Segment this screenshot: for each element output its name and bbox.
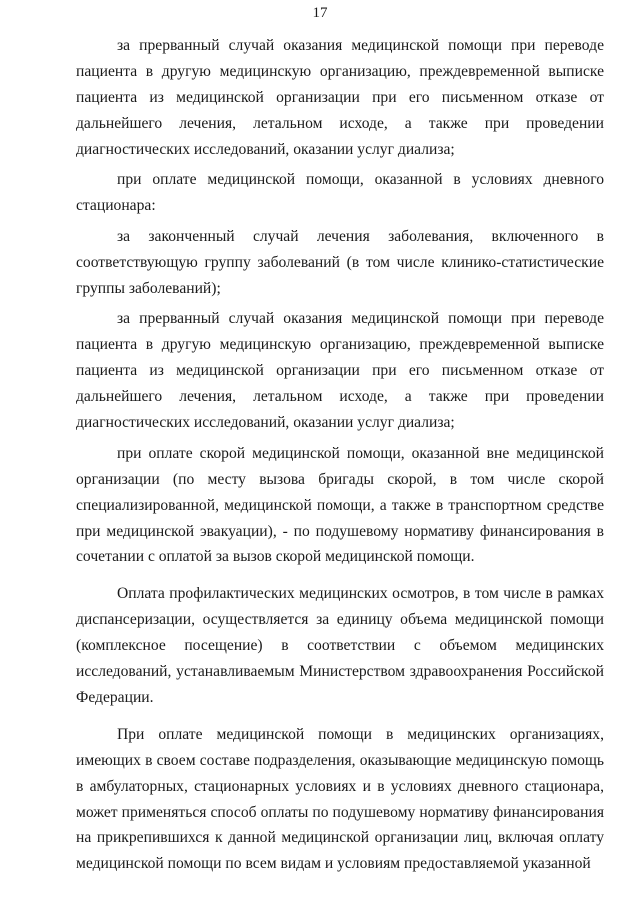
paragraph-completed-case: за законченный случай лечения заболевания, включенного в соответствующую группу заболеваний (в том числе клинико-статистические группы заболеваний); [76, 227, 604, 297]
document-body [76, 33, 604, 882]
paragraph-interrupted-case-outpatient: за прерванный случай оказания медицинской помощи при переводе пациента в другую медицинскую организацию, преждевременной выписке пациента из медицинской организации при его письменном отказе от дальнейшего лечения, летальном исходе, а также при проведении диагностических исследований, оказании услуг диализа; [76, 37, 604, 158]
paragraph-day-hospital-payment: при оплате медицинской помощи, оказанной в условиях дневного стационара: [76, 171, 604, 215]
paragraph-interrupted-case-day-hospital: за прерванный случай оказания медицинской помощи при переводе пациента в другую медицинскую организацию, преждевременной выписке пациента из медицинской организации при его письменном отказе от дальнейшего лечения, летальном исходе, а также при проведении диагностических исследований, оказании услуг диализа; [76, 310, 604, 432]
page-number: 17 [312, 5, 328, 21]
paragraph-emergency-care-payment: при оплате скорой медицинской помощи, оказанной вне медицинской организации (по месту вызова бригады скорой, в том числе скорой специализированной, медицинской помощи, а также в транспортном средстве при медицинской эвакуации), - по подушевому нормативу финансирования в сочетании с оплатой за вызов скорой медицинской помощи. [76, 444, 604, 566]
paragraph-preventive-examinations: Оплата профилактических медицинских осмотров, в том числе в рамках диспансеризации, осуществляется за единицу объема медицинской помощи (комплексное посещение) в соответствии с объемом медицинских исследований, устанавливаемым Министерством здравоохранения Российской Федерации. [76, 585, 604, 706]
paragraph-per-capita-payment: При оплате медицинской помощи в медицинских организациях, имеющих в своем составе подразделения, оказывающие медицинскую помощь в амбулаторных, стационарных условиях и в условиях дневного стационара, может применяться способ оплаты по подушевому нормативу финансирования на прикрепившихся к данной медицинской организации лиц, включая оплату медицинской помощи по всем видам и условиям предоставляемой указанной [76, 725, 604, 873]
